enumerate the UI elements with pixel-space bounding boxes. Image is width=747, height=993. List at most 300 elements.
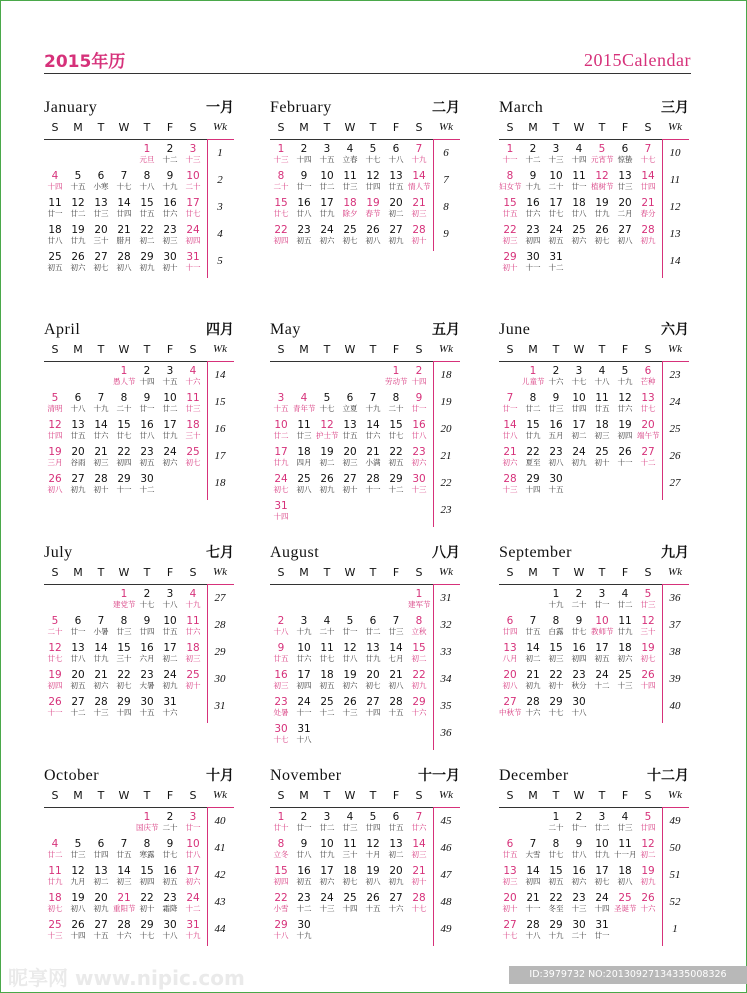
day-number: 26 bbox=[71, 919, 85, 931]
weekday-header-row bbox=[44, 566, 254, 582]
lunar-label: 十一 bbox=[296, 708, 312, 717]
day-cell bbox=[67, 642, 89, 663]
day-number: 14 bbox=[641, 170, 655, 182]
lunar-label: 十六 bbox=[116, 931, 132, 940]
day-cell bbox=[90, 419, 112, 440]
lunar-label: 初四 bbox=[185, 236, 201, 245]
lunar-label: 初四 bbox=[525, 236, 541, 245]
day-number: 19 bbox=[48, 446, 62, 458]
day-cell bbox=[90, 224, 112, 245]
day-number: 11 bbox=[186, 392, 200, 404]
day-number: 11 bbox=[618, 838, 632, 850]
day-cell bbox=[270, 419, 292, 440]
day-number: 28 bbox=[412, 892, 426, 904]
month-name: March bbox=[499, 99, 544, 116]
weekday-header-row bbox=[499, 121, 709, 137]
day-cell bbox=[385, 865, 407, 886]
day-number: 21 bbox=[94, 669, 108, 681]
lunar-label: 廿九 bbox=[365, 654, 381, 663]
day-cell bbox=[362, 197, 384, 218]
day-number: 15 bbox=[140, 197, 154, 209]
week-rule-top bbox=[207, 807, 234, 808]
day-cell bbox=[44, 838, 66, 859]
day-number: 6 bbox=[97, 170, 105, 182]
month-block-february bbox=[270, 99, 480, 309]
day-number: 18 bbox=[320, 669, 334, 681]
day-cell bbox=[113, 838, 135, 859]
weekday-header: S bbox=[51, 566, 59, 579]
day-number: 30 bbox=[572, 919, 586, 931]
lunar-label: 植树节 bbox=[591, 182, 614, 191]
day-number: 15 bbox=[274, 865, 288, 877]
day-number: 28 bbox=[117, 251, 131, 263]
lunar-label: 初九 bbox=[525, 681, 541, 690]
lunar-label: 廿一 bbox=[571, 182, 587, 191]
day-number: 22 bbox=[274, 892, 288, 904]
day-number: 9 bbox=[143, 615, 151, 627]
day-number: 29 bbox=[412, 696, 426, 708]
day-number: 1 bbox=[120, 365, 128, 377]
lunar-label: 三月 bbox=[47, 458, 63, 467]
day-cell bbox=[316, 615, 338, 636]
lunar-label: 初二 bbox=[571, 431, 587, 440]
lunar-label: 元宵节 bbox=[591, 155, 614, 164]
day-number: 18 bbox=[343, 865, 357, 877]
day-number: 19 bbox=[71, 892, 85, 904]
lunar-label: 廿一 bbox=[411, 404, 427, 413]
header-rule bbox=[499, 807, 689, 808]
lunar-label: 十五 bbox=[139, 708, 155, 717]
day-cell bbox=[545, 865, 567, 886]
lunar-label: 十月 bbox=[365, 850, 381, 859]
lunar-label: 初八 bbox=[548, 458, 564, 467]
day-number: 7 bbox=[97, 615, 105, 627]
day-number: 14 bbox=[117, 197, 131, 209]
day-cell bbox=[44, 197, 66, 218]
day-number: 8 bbox=[120, 392, 128, 404]
day-number: 1 bbox=[415, 588, 423, 600]
day-cell bbox=[90, 669, 112, 690]
lunar-label: 十一 bbox=[116, 485, 132, 494]
week-rule-top bbox=[662, 139, 689, 140]
lunar-label: 初四 bbox=[296, 681, 312, 690]
day-cell bbox=[67, 446, 89, 467]
day-cell bbox=[159, 224, 181, 245]
day-number: 2 bbox=[166, 143, 174, 155]
header-rule bbox=[499, 584, 689, 585]
day-number: 21 bbox=[641, 197, 655, 209]
weekday-header: F bbox=[621, 121, 629, 134]
week-number: 5 bbox=[217, 255, 223, 267]
week-number: 39 bbox=[669, 673, 681, 685]
lunar-label: 十六 bbox=[185, 377, 201, 386]
lunar-label: 十四 bbox=[640, 681, 656, 690]
day-cell bbox=[522, 669, 544, 690]
week-number: 48 bbox=[440, 896, 452, 908]
day-number: 21 bbox=[412, 197, 426, 209]
weekday-header: W bbox=[118, 566, 130, 579]
day-cell bbox=[159, 811, 181, 832]
day-cell bbox=[90, 919, 112, 940]
week-number: 38 bbox=[669, 646, 681, 658]
day-cell bbox=[545, 642, 567, 663]
day-number: 22 bbox=[503, 224, 517, 236]
lunar-label: 三十 bbox=[640, 627, 656, 636]
lunar-label: 十九 bbox=[411, 155, 427, 164]
day-number: 13 bbox=[71, 419, 85, 431]
day-number: 7 bbox=[120, 170, 128, 182]
lunar-label: 十五 bbox=[93, 931, 109, 940]
day-cell bbox=[293, 723, 315, 744]
day-number: 14 bbox=[503, 419, 517, 431]
weekday-header: T bbox=[552, 343, 560, 356]
day-number: 11 bbox=[48, 197, 62, 209]
day-number: 19 bbox=[366, 197, 380, 209]
day-cell bbox=[545, 615, 567, 636]
lunar-label: 十五 bbox=[70, 182, 86, 191]
lunar-label: 廿七 bbox=[548, 850, 564, 859]
lunar-label: 十九 bbox=[525, 182, 541, 191]
month-name-cn: 五月 bbox=[432, 322, 460, 338]
weekday-header: T bbox=[97, 789, 105, 802]
day-cell bbox=[499, 224, 521, 245]
day-number: 30 bbox=[526, 251, 540, 263]
day-cell bbox=[637, 838, 659, 859]
day-number: 29 bbox=[549, 696, 563, 708]
day-cell bbox=[614, 197, 636, 218]
day-number: 18 bbox=[186, 642, 200, 654]
day-cell bbox=[136, 669, 158, 690]
day-cell bbox=[182, 446, 204, 467]
day-cell bbox=[591, 615, 613, 636]
week-number: 44 bbox=[214, 923, 226, 935]
lunar-label: 十三 bbox=[411, 485, 427, 494]
day-cell bbox=[182, 811, 204, 832]
day-number: 19 bbox=[366, 865, 380, 877]
day-number: 22 bbox=[117, 669, 131, 681]
lunar-label: 初三 bbox=[116, 877, 132, 886]
lunar-label: 廿六 bbox=[525, 209, 541, 218]
day-cell bbox=[113, 251, 135, 272]
day-cell bbox=[44, 224, 66, 245]
month-name-cn: 六月 bbox=[661, 322, 689, 338]
day-number: 12 bbox=[366, 170, 380, 182]
day-cell bbox=[113, 170, 135, 191]
day-cell bbox=[316, 143, 338, 164]
day-cell bbox=[270, 392, 292, 413]
lunar-label: 初十 bbox=[342, 485, 358, 494]
day-cell bbox=[182, 251, 204, 272]
day-number: 25 bbox=[48, 919, 62, 931]
lunar-label: 立春 bbox=[342, 155, 358, 164]
day-number: 27 bbox=[94, 919, 108, 931]
day-number: 31 bbox=[297, 723, 311, 735]
lunar-label: 廿三 bbox=[640, 600, 656, 609]
day-cell bbox=[568, 615, 590, 636]
day-cell bbox=[90, 696, 112, 717]
day-cell bbox=[545, 197, 567, 218]
weekday-header: T bbox=[552, 789, 560, 802]
lunar-label: 九月 bbox=[70, 877, 86, 886]
day-number: 23 bbox=[297, 224, 311, 236]
weekday-header: T bbox=[97, 343, 105, 356]
day-number: 21 bbox=[503, 446, 517, 458]
day-number: 4 bbox=[621, 588, 629, 600]
day-number: 28 bbox=[412, 224, 426, 236]
lunar-label: 廿六 bbox=[365, 431, 381, 440]
lunar-label: 十三 bbox=[273, 155, 289, 164]
day-cell bbox=[90, 197, 112, 218]
day-cell bbox=[591, 197, 613, 218]
week-number-header: Wk bbox=[438, 566, 454, 578]
day-number: 17 bbox=[186, 197, 200, 209]
day-cell bbox=[591, 588, 613, 609]
lunar-label: 十二 bbox=[388, 485, 404, 494]
day-cell bbox=[362, 865, 384, 886]
day-cell bbox=[316, 865, 338, 886]
weekday-header: S bbox=[189, 343, 197, 356]
day-cell bbox=[591, 446, 613, 467]
day-number: 15 bbox=[117, 642, 131, 654]
day-cell bbox=[568, 919, 590, 940]
day-number: 4 bbox=[323, 615, 331, 627]
day-number: 6 bbox=[392, 811, 400, 823]
day-cell bbox=[637, 892, 659, 913]
day-cell bbox=[408, 811, 430, 832]
day-number: 19 bbox=[618, 419, 632, 431]
lunar-label: 夏至 bbox=[525, 458, 541, 467]
day-cell bbox=[339, 865, 361, 886]
week-number: 37 bbox=[669, 619, 681, 631]
lunar-label: 初九 bbox=[411, 681, 427, 690]
day-number: 7 bbox=[529, 838, 537, 850]
day-cell bbox=[182, 892, 204, 913]
week-number: 1 bbox=[217, 147, 223, 159]
lunar-label: 廿六 bbox=[185, 627, 201, 636]
day-cell bbox=[545, 251, 567, 272]
weekday-header: F bbox=[621, 343, 629, 356]
day-cell bbox=[136, 696, 158, 717]
day-number: 8 bbox=[277, 170, 285, 182]
lunar-label: 廿五 bbox=[70, 431, 86, 440]
lunar-label: 廿五 bbox=[342, 431, 358, 440]
lunar-label: 十七 bbox=[411, 904, 427, 913]
lunar-label: 十八 bbox=[273, 931, 289, 940]
lunar-label: 十七 bbox=[139, 600, 155, 609]
week-rule-top bbox=[433, 139, 460, 140]
day-number: 4 bbox=[189, 365, 197, 377]
day-cell bbox=[568, 365, 590, 386]
day-cell bbox=[339, 143, 361, 164]
month-block-december bbox=[499, 767, 709, 977]
weekday-header: W bbox=[344, 343, 356, 356]
day-cell bbox=[67, 251, 89, 272]
lunar-label: 廿七 bbox=[185, 209, 201, 218]
weekday-header: W bbox=[573, 566, 585, 579]
month-block-august bbox=[270, 544, 480, 754]
day-cell bbox=[614, 811, 636, 832]
lunar-label: 十四 bbox=[116, 708, 132, 717]
day-number: 15 bbox=[117, 419, 131, 431]
day-cell bbox=[385, 170, 407, 191]
day-number: 1 bbox=[277, 143, 285, 155]
day-cell bbox=[316, 446, 338, 467]
month-name: August bbox=[270, 544, 320, 561]
week-number: 1 bbox=[672, 923, 678, 935]
day-cell bbox=[159, 446, 181, 467]
day-number: 5 bbox=[51, 392, 59, 404]
day-number: 2 bbox=[143, 365, 151, 377]
weekday-header-row bbox=[44, 121, 254, 137]
day-number: 13 bbox=[389, 838, 403, 850]
week-number: 6 bbox=[443, 147, 449, 159]
weekday-header: S bbox=[415, 789, 423, 802]
day-number: 20 bbox=[389, 197, 403, 209]
day-cell bbox=[637, 170, 659, 191]
lunar-label: 廿五 bbox=[116, 850, 132, 859]
header-rule bbox=[44, 139, 234, 140]
day-cell bbox=[159, 696, 181, 717]
week-number-header: Wk bbox=[212, 343, 228, 355]
day-cell bbox=[136, 365, 158, 386]
lunar-label: 初三 bbox=[594, 431, 610, 440]
day-number: 19 bbox=[641, 642, 655, 654]
week-number: 16 bbox=[214, 423, 226, 435]
day-cell bbox=[136, 865, 158, 886]
lunar-label: 十三 bbox=[571, 904, 587, 913]
day-number: 25 bbox=[618, 892, 632, 904]
lunar-label: 惊蛰 bbox=[617, 155, 633, 164]
day-number: 4 bbox=[575, 143, 583, 155]
lunar-label: 除夕 bbox=[342, 209, 358, 218]
day-number: 6 bbox=[506, 615, 514, 627]
lunar-label: 初五 bbox=[70, 681, 86, 690]
lunar-label: 十六 bbox=[411, 708, 427, 717]
lunar-label: 初三 bbox=[273, 681, 289, 690]
day-number: 29 bbox=[549, 919, 563, 931]
day-cell bbox=[136, 473, 158, 494]
day-number: 18 bbox=[618, 865, 632, 877]
week-number: 30 bbox=[214, 673, 226, 685]
day-cell bbox=[385, 446, 407, 467]
weekday-header: W bbox=[118, 789, 130, 802]
day-number: 25 bbox=[343, 224, 357, 236]
day-cell bbox=[614, 669, 636, 690]
day-number: 11 bbox=[320, 642, 334, 654]
day-cell bbox=[614, 224, 636, 245]
day-number: 31 bbox=[549, 251, 563, 263]
day-number: 20 bbox=[94, 892, 108, 904]
day-cell bbox=[113, 197, 135, 218]
lunar-label: 十九 bbox=[162, 182, 178, 191]
lunar-label: 廿五 bbox=[388, 823, 404, 832]
day-number: 4 bbox=[300, 392, 308, 404]
week-number: 28 bbox=[214, 619, 226, 631]
weekday-header: S bbox=[51, 789, 59, 802]
day-cell bbox=[293, 615, 315, 636]
day-cell bbox=[339, 696, 361, 717]
day-number: 24 bbox=[163, 446, 177, 458]
lunar-label: 初五 bbox=[388, 458, 404, 467]
lunar-label: 初四 bbox=[525, 877, 541, 886]
day-number: 28 bbox=[117, 919, 131, 931]
week-number: 49 bbox=[440, 923, 452, 935]
day-cell bbox=[270, 811, 292, 832]
week-rule-top bbox=[662, 807, 689, 808]
day-cell bbox=[44, 473, 66, 494]
day-number: 18 bbox=[343, 197, 357, 209]
day-cell bbox=[136, 588, 158, 609]
day-number: 31 bbox=[186, 251, 200, 263]
lunar-label: 十一 bbox=[47, 708, 63, 717]
lunar-label: 廿一 bbox=[571, 823, 587, 832]
day-cell bbox=[67, 892, 89, 913]
lunar-label: 初十 bbox=[139, 904, 155, 913]
week-number: 2 bbox=[217, 174, 223, 186]
day-number: 9 bbox=[552, 392, 560, 404]
lunar-label: 二十 bbox=[571, 931, 587, 940]
lunar-label: 廿二 bbox=[273, 431, 289, 440]
lunar-label: 初十 bbox=[594, 458, 610, 467]
lunar-label: 二十 bbox=[319, 627, 335, 636]
lunar-label: 廿九 bbox=[93, 654, 109, 663]
weekday-header: T bbox=[323, 566, 331, 579]
weekday-header: W bbox=[573, 343, 585, 356]
lunar-label: 廿五 bbox=[525, 627, 541, 636]
lunar-label: 秋分 bbox=[571, 681, 587, 690]
day-cell bbox=[408, 446, 430, 467]
day-number: 1 bbox=[392, 365, 400, 377]
day-number: 31 bbox=[274, 500, 288, 512]
day-cell bbox=[499, 419, 521, 440]
day-cell bbox=[499, 919, 521, 940]
day-cell bbox=[90, 892, 112, 913]
day-number: 2 bbox=[300, 811, 308, 823]
lunar-label: 廿五 bbox=[162, 627, 178, 636]
day-cell bbox=[408, 669, 430, 690]
day-cell bbox=[568, 197, 590, 218]
lunar-label: 护士节 bbox=[316, 431, 339, 440]
day-number: 16 bbox=[140, 642, 154, 654]
day-number: 21 bbox=[366, 446, 380, 458]
day-number: 18 bbox=[618, 642, 632, 654]
weekday-header: S bbox=[506, 566, 514, 579]
lunar-label: 十八 bbox=[571, 708, 587, 717]
day-cell bbox=[545, 588, 567, 609]
day-cell bbox=[637, 669, 659, 690]
day-cell bbox=[67, 170, 89, 191]
day-cell bbox=[339, 446, 361, 467]
day-number: 28 bbox=[526, 696, 540, 708]
week-number: 34 bbox=[440, 673, 452, 685]
lunar-label: 大雪 bbox=[525, 850, 541, 859]
day-cell bbox=[159, 865, 181, 886]
header-rule bbox=[270, 139, 460, 140]
weekday-header: W bbox=[344, 121, 356, 134]
lunar-label: 二十 bbox=[116, 404, 132, 413]
day-cell bbox=[614, 419, 636, 440]
day-cell bbox=[522, 615, 544, 636]
day-number: 14 bbox=[117, 865, 131, 877]
day-number: 8 bbox=[529, 392, 537, 404]
lunar-label: 廿二 bbox=[47, 850, 63, 859]
lunar-label: 初九 bbox=[640, 236, 656, 245]
lunar-label: 初六 bbox=[162, 458, 178, 467]
day-number: 29 bbox=[526, 473, 540, 485]
week-number-header: Wk bbox=[212, 789, 228, 801]
lunar-label: 廿八 bbox=[342, 654, 358, 663]
weekday-header: S bbox=[506, 121, 514, 134]
